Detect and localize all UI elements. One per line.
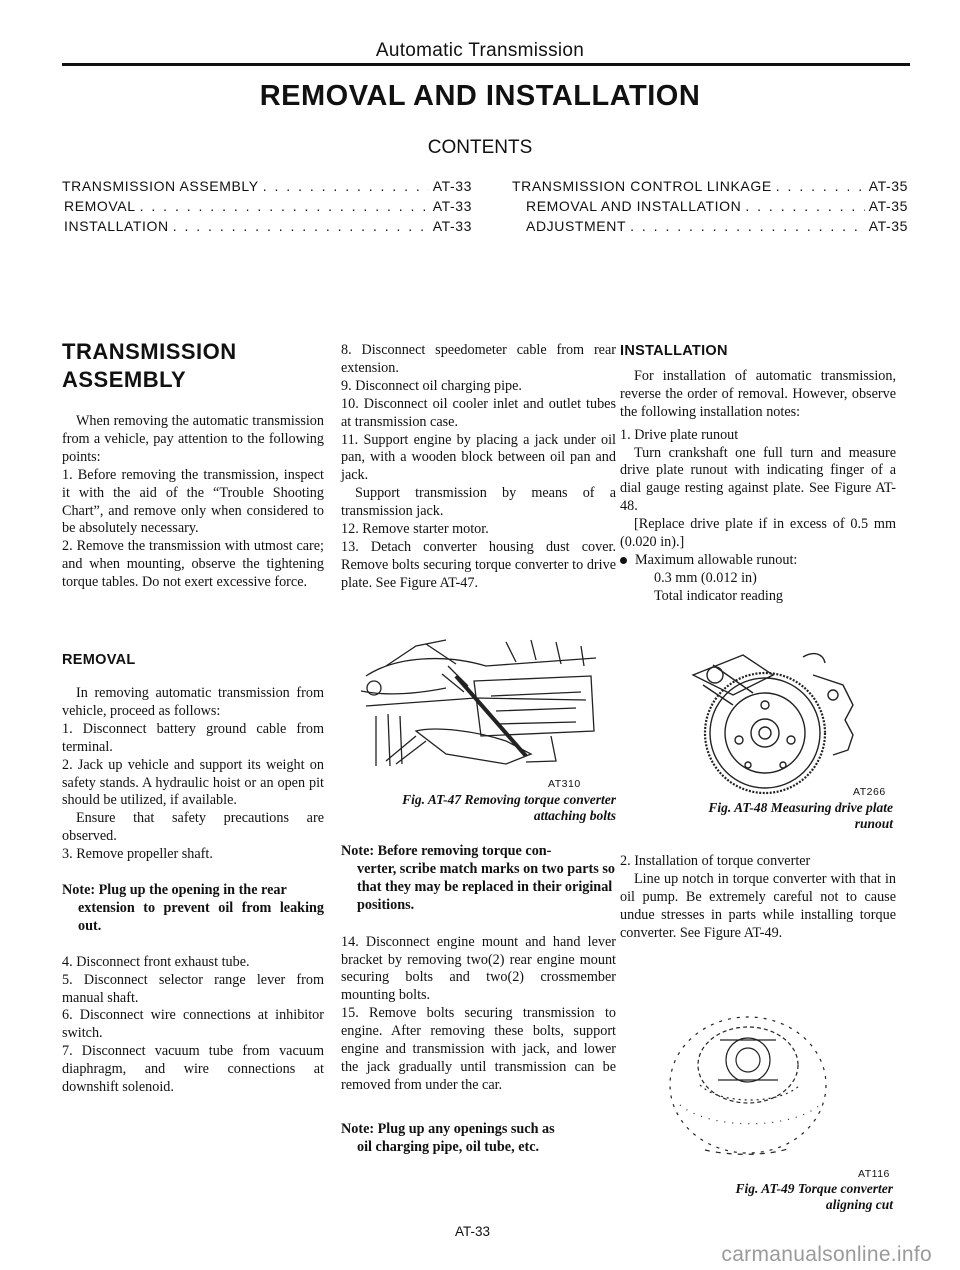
page-title: REMOVAL AND INSTALLATION: [259, 80, 701, 112]
paragraph: Ensure that safety precautions are observed.: [62, 810, 324, 845]
step: 4. Disconnect front exhaust tube.: [62, 953, 250, 970]
step: 12. Remove starter motor.: [341, 521, 489, 538]
figure-code: AT266: [853, 786, 886, 798]
contents-label: CONTENTS: [427, 137, 533, 158]
caption-line: Fig. AT-49 Torque converter: [735, 1181, 893, 1196]
figure-at47-illustration: [356, 636, 606, 766]
drive-plate-illustration: [673, 645, 873, 795]
column-2-lower: [341, 843, 616, 1157]
paragraph: [Replace drive plate if in excess of 0.5 mm (0.020 in).]: [620, 516, 896, 551]
section-heading: TRANSMISSION: [62, 339, 237, 364]
figure-at48-illustration: [673, 645, 873, 795]
toc-item: TRANSMISSION CONTROL LINKAGE . . . AT-35: [512, 176, 908, 196]
toc-item: REMOVAL . . . AT-33: [62, 196, 472, 216]
step: 5. Disconnect selector range lever from manual shaft.: [62, 971, 324, 1006]
paragraph: 2. Remove the transmission with utmost care; and when mounting, observe the tightening torque tables. Do not exert excessive force.: [62, 538, 324, 591]
note-line: extension to prevent oil from leaking out.: [78, 899, 324, 934]
paragraph: 1. Before removing the transmission, inspect it with the aid of the “Trouble Shooting Chart”, and remove only when considered to be absolutely necessary.: [62, 466, 324, 537]
column-2: [341, 342, 616, 593]
step: 10. Disconnect oil cooler inlet and outlet tubes at transmission case.: [341, 395, 616, 430]
bullet-text: Maximum allowable runout:: [635, 551, 798, 568]
step-title: 1. Drive plate runout: [620, 426, 739, 443]
step: 2. Jack up vehicle and support its weight on safety stands. A hydraulic hoist or an open pit should be utilized, if available.: [62, 756, 324, 809]
step: 8. Disconnect speedometer cable from rear extension.: [341, 342, 616, 376]
caption-line: Fig. AT-48 Measuring drive plate: [708, 800, 893, 815]
caption-line: runout: [854, 816, 893, 831]
figure-caption: [620, 800, 893, 832]
paragraph: In removing automatic transmission from vehicle, proceed as follows:: [62, 684, 324, 719]
toc-right: [512, 176, 908, 236]
step: 11. Support engine by placing a jack under oil pan, with a wooden block between oil pan and jack.: [341, 431, 616, 484]
bullet-item: [620, 552, 896, 570]
caption-line: attaching bolts: [533, 808, 616, 823]
figure-caption: [620, 1181, 893, 1213]
paragraph: Support transmission by means of a transmission jack.: [341, 485, 616, 520]
step: 9. Disconnect oil charging pipe.: [341, 377, 522, 394]
step: 15. Remove bolts securing transmission to engine. After removing these bolts, support engine and transmission with jack, and lower the jack gradually until transmission can be removed from under the car.: [341, 1005, 616, 1093]
note: [341, 843, 616, 915]
step: 3. Remove propeller shaft.: [62, 846, 213, 863]
note-line: oil charging pipe, oil tube, etc.: [357, 1138, 540, 1155]
step: 1. Disconnect battery ground cable from terminal.: [62, 720, 324, 755]
note-line: verter, scribe match marks on two parts so that they may be replaced in their original positions.: [357, 860, 615, 913]
note-line: Note: Before removing torque con-: [341, 843, 552, 859]
spec-value: 0.3 mm (0.012 in): [654, 569, 757, 586]
toc-item: TRANSMISSION ASSEMBLY . . . AT-33: [62, 176, 472, 196]
watermark-text: carmanualsonline.info: [721, 1243, 932, 1266]
note-line: Note: Plug up the opening in the rear: [62, 882, 287, 899]
watermark: [0, 1243, 960, 1267]
page-number: AT-33: [455, 1224, 491, 1239]
column-3-lower: [620, 853, 896, 943]
header-rule: [62, 63, 910, 66]
subsection-heading: INSTALLATION: [620, 343, 728, 359]
note: [62, 882, 324, 936]
toc-item: REMOVAL AND INSTALLATION . . . AT-35: [512, 196, 908, 216]
subsection-heading: REMOVAL: [62, 652, 136, 669]
spec-note: Total indicator reading: [654, 587, 784, 604]
paragraph: Turn crankshaft one full turn and measure drive plate runout with indicating finger of a dial gauge resting against plate. See Figure AT-48.: [620, 444, 896, 515]
figure-code: AT116: [858, 1168, 890, 1180]
paragraph: Line up notch in torque converter with that in oil pump. Be extremely careful not to cause undue stresses in parts while installing torque converter. See Figure AT-49.: [620, 870, 896, 941]
column-3: [620, 343, 896, 606]
step: 6. Disconnect wire connections at inhibitor switch.: [62, 1007, 324, 1042]
toc-left: [62, 176, 472, 236]
note: [341, 1121, 616, 1157]
toc-item: INSTALLATION . . . AT-33: [62, 216, 472, 236]
caption-line: aligning cut: [825, 1197, 893, 1212]
step: 13. Detach converter housing dust cover. Remove bolts securing torque converter to drive plate. See Figure AT-47.: [341, 538, 616, 591]
column-1: [62, 338, 324, 1097]
bullet-icon: [620, 557, 627, 564]
torque-converter-removal-illustration: [356, 636, 606, 766]
section-heading: ASSEMBLY: [62, 367, 187, 392]
caption-line: Fig. AT-47 Removing torque converter: [402, 792, 616, 807]
section-title: Automatic Transmission: [375, 40, 585, 61]
figure-at49-illustration: [660, 1010, 850, 1165]
step: 14. Disconnect engine mount and hand lever bracket by removing two(2) rear engine mount securing bolts and two(2) crossmember mounting bolts.: [341, 933, 616, 1004]
toc-item: ADJUSTMENT . . . AT-35: [512, 216, 908, 236]
figure-caption: [341, 792, 616, 824]
paragraph: When removing the automatic transmission from a vehicle, pay attention to the following points:: [62, 413, 324, 465]
figure-code: AT310: [548, 778, 581, 790]
step: 7. Disconnect vacuum tube from vacuum diaphragm, and wire connections at downshift solenoid.: [62, 1043, 324, 1096]
paragraph: For installation of automatic transmission, reverse the order of removal. However, observe the following installation notes:: [620, 367, 896, 420]
torque-converter-illustration: [660, 1010, 850, 1165]
step-title: 2. Installation of torque converter: [620, 853, 811, 869]
note-line: Note: Plug up any openings such as: [341, 1120, 555, 1137]
